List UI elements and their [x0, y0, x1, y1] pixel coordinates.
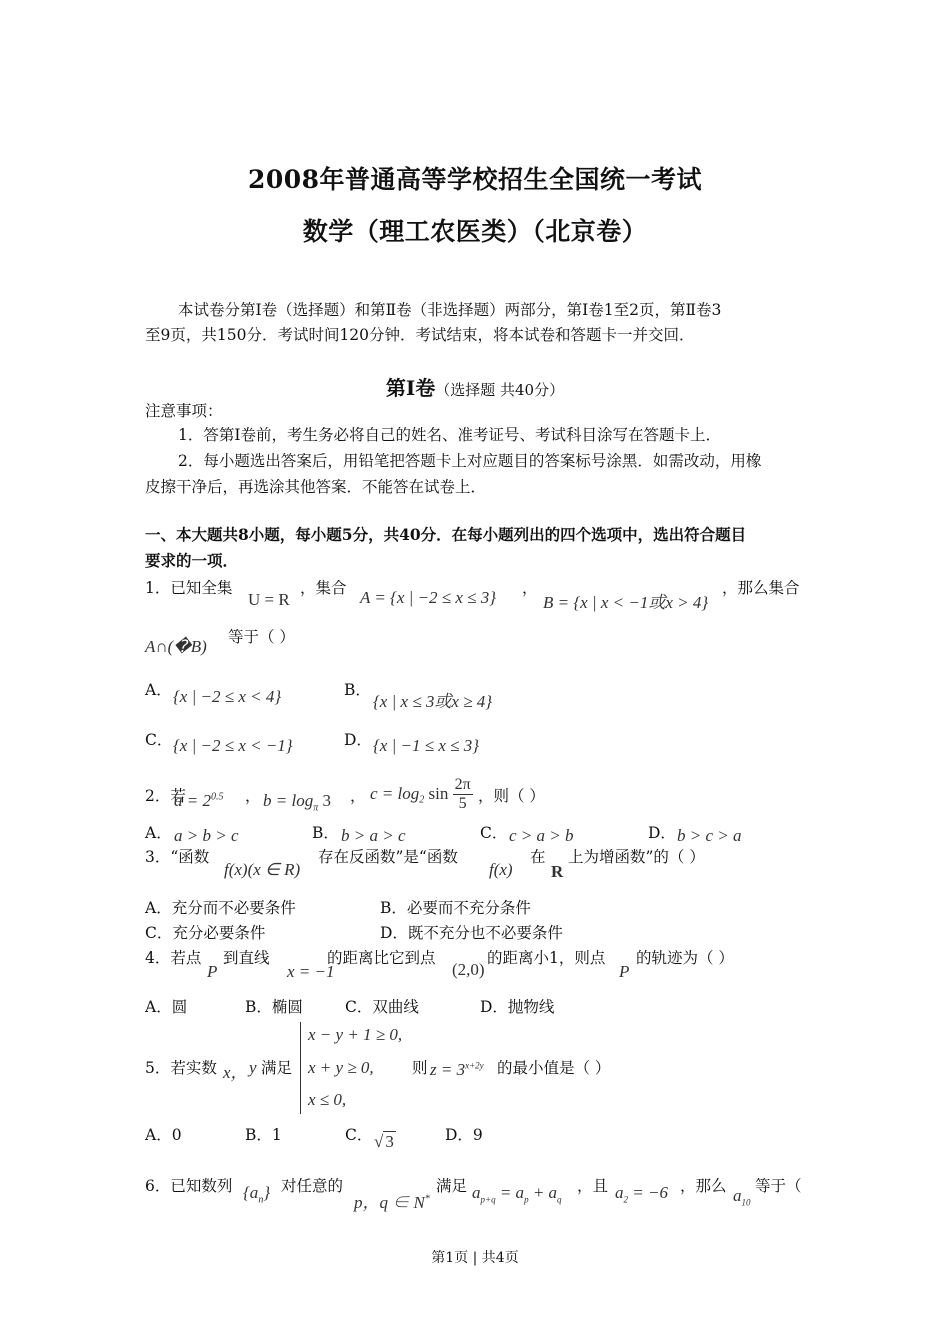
q3-number: 3．“函数 [145, 848, 210, 866]
q2-option-c: c > a > b [509, 826, 574, 845]
q2-text: ，则（ ） [478, 787, 545, 805]
q1-text-1: ，集合 [300, 579, 347, 597]
q2-number: 2．若 [145, 787, 186, 805]
q2-frac-numerator: 2π [454, 776, 471, 793]
q3-text-1: 存在反函数”是“函数 [318, 848, 458, 866]
section-1-line-1: 一、本大题共8小题，每小题5分，共40分．在每小题列出的四个选项中，选出符合题目 [145, 525, 747, 544]
q2-option-d-label: D． [648, 824, 676, 842]
q1-text-3: ，那么集合 [722, 579, 800, 597]
q5-objective: $z = 3^{x+2y}$ [430, 1060, 484, 1079]
q2-option-c-label: C． [480, 824, 508, 842]
q3-real-set: R [551, 862, 564, 881]
q5-text-1: 满足 [261, 1059, 293, 1077]
q3-option-a: A．充分而不必要条件 [145, 899, 296, 917]
q5-option-c-label: C． [345, 1126, 373, 1144]
q4-text-2: 的距离比它到点 [327, 949, 436, 967]
q6-text-1: 对任意的 [281, 1177, 344, 1195]
q3-function-2: f(x) [489, 860, 513, 879]
q1-text-2: ， [522, 579, 538, 597]
q1-option-c: {x | −2 ≤ x < −1} [173, 736, 293, 755]
q2-option-b: b > a > c [341, 826, 406, 845]
section-1-line-2: 要求的一项． [145, 551, 239, 570]
q1-option-d-label: D． [344, 731, 372, 749]
q2-sep-2: ， [350, 787, 366, 805]
note-1: 1．答第Ⅰ卷前，考生务必将自己的姓名、准考证号、考试科目涂写在答题卡上． [178, 426, 721, 444]
page-footer: 第1页 | 共4页 [431, 1250, 519, 1266]
q1-universal-set: U = R [248, 590, 290, 609]
q1-option-c-label: C． [145, 731, 173, 749]
note-2-line-2: 皮擦干净后，再选涂其他答案．不能答在试卷上． [145, 478, 487, 496]
q4-option-c: C．双曲线 [345, 998, 419, 1016]
q5-text-3: 的最小值是（ ） [497, 1059, 611, 1077]
q2-option-a: a > b > c [174, 826, 239, 845]
q5-option-a: A．0 [145, 1126, 182, 1144]
q6-a10: $a_{10}$ [733, 1186, 751, 1208]
q1-option-b-label: B． [344, 681, 371, 699]
q6-text-2: 满足 [436, 1177, 468, 1195]
q5-var-x: x， [223, 1063, 248, 1082]
q4-line: x = −1 [287, 962, 335, 981]
q3-function-1: f(x)(x ∈ R) [224, 860, 301, 879]
q5-option-b: B．1 [245, 1126, 282, 1144]
q5-constraint-3: x ≤ 0, [308, 1090, 347, 1109]
q4-number: 4．若点 [145, 949, 202, 967]
q1-text-4: 等于（ ） [228, 628, 295, 646]
q5-option-c-radicand: 3 [385, 1132, 394, 1151]
part1-subtitle: （选择题 共40分） [435, 381, 565, 399]
q2-option-b-label: B． [312, 824, 339, 842]
q1-option-a-label: A． [145, 681, 172, 699]
q6-sequence: $\{a_n\}$ [243, 1183, 271, 1206]
q4-point-coords: (2,0) [452, 960, 485, 979]
q1-expression: A∩(�B) [145, 637, 207, 656]
intro-line-2: 至9页，共150分．考试时间120分钟．考试结束，将本试卷和答题卡一并交回． [145, 326, 695, 344]
q2-option-d: b > c > a [677, 826, 742, 845]
q6-a2: $a_2 = -6$ [615, 1183, 668, 1205]
q6-pq: p，q ∈ N* [354, 1193, 430, 1212]
q5-var-y: y [249, 1058, 257, 1077]
part1-heading [0, 372, 950, 401]
q4-option-b: B．椭圆 [245, 998, 303, 1016]
q3-text-3: 上为增函数”的（ ） [568, 848, 705, 866]
q4-point-p: P [207, 962, 218, 981]
q3-option-c: C．充分必要条件 [145, 924, 266, 942]
q1-number: 1．已知全集 [145, 579, 233, 597]
part1-title: 第Ⅰ卷 [385, 376, 436, 400]
q5-text-2: 则 [412, 1059, 428, 1077]
q3-option-b: B．必要而不充分条件 [380, 899, 531, 917]
q2-c: $c = \log_2 \sin$ $\frac{2\pi}{5}$ [370, 776, 471, 812]
q6-text-3: ，且 [577, 1177, 609, 1195]
q3-option-d: D．既不充分也不必要条件 [380, 924, 563, 942]
q4-text-4: 的轨迹为（ ） [636, 949, 734, 967]
q2-frac-denominator: 5 [458, 794, 467, 812]
page-title: 2008年普通高等学校招生全国统一考试 [247, 165, 703, 194]
q1-option-a: {x | −2 ≤ x < 4} [173, 687, 282, 706]
page-subtitle: 数学（理工农医类）（北京卷） [302, 217, 648, 246]
q1-set-b: B = {x | x < −1或x > 4} [543, 593, 709, 612]
intro-line-1: 本试卷分第Ⅰ卷（选择题）和第Ⅱ卷（非选择题）两部分，第Ⅰ卷1至2页，第Ⅱ卷3 [178, 301, 722, 319]
q6-recurrence: $a_{p+q} = a_p + a_q$ [472, 1183, 562, 1205]
q2-option-a-label: A． [145, 824, 172, 842]
q6-number: 6．已知数列 [145, 1177, 233, 1195]
q5-constraint-2: x + y ≥ 0, [308, 1058, 374, 1077]
q4-point-p-2: P [619, 962, 630, 981]
q3-text-2: 在 [530, 848, 546, 866]
q4-option-a: A．圆 [145, 998, 188, 1016]
q6-text-4: ，那么 [680, 1177, 727, 1195]
q2-sep-1: ， [245, 787, 261, 805]
q1-option-b: {x | x ≤ 3或x ≥ 4} [373, 692, 493, 711]
q2-b: $b = \log_\pi 3$ [263, 791, 331, 814]
q6-text-5: 等于（ [755, 1177, 802, 1195]
q5-option-d: D．9 [445, 1126, 483, 1144]
q5-number: 5．若实数 [145, 1059, 217, 1077]
q5-constraint-1: x − y + 1 ≥ 0, [308, 1025, 403, 1044]
notes-heading: 注意事项： [145, 402, 223, 420]
q5-option-c: √ 3 [374, 1132, 394, 1151]
note-2-line-1: 2．每小题选出答案后，用铅笔把答题卡上对应题目的答案标号涂黑．如需改动，用橡 [178, 452, 762, 470]
q1-option-d: {x | −1 ≤ x ≤ 3} [373, 736, 479, 755]
q4-option-d: D．抛物线 [480, 998, 555, 1016]
q4-text-1: 到直线 [223, 949, 270, 967]
q4-text-3: 的距离小1，则点 [487, 949, 606, 967]
q2-a: $a = 2^{0.5}$ [174, 791, 224, 810]
q1-set-a: A = {x | −2 ≤ x ≤ 3} [360, 588, 497, 607]
